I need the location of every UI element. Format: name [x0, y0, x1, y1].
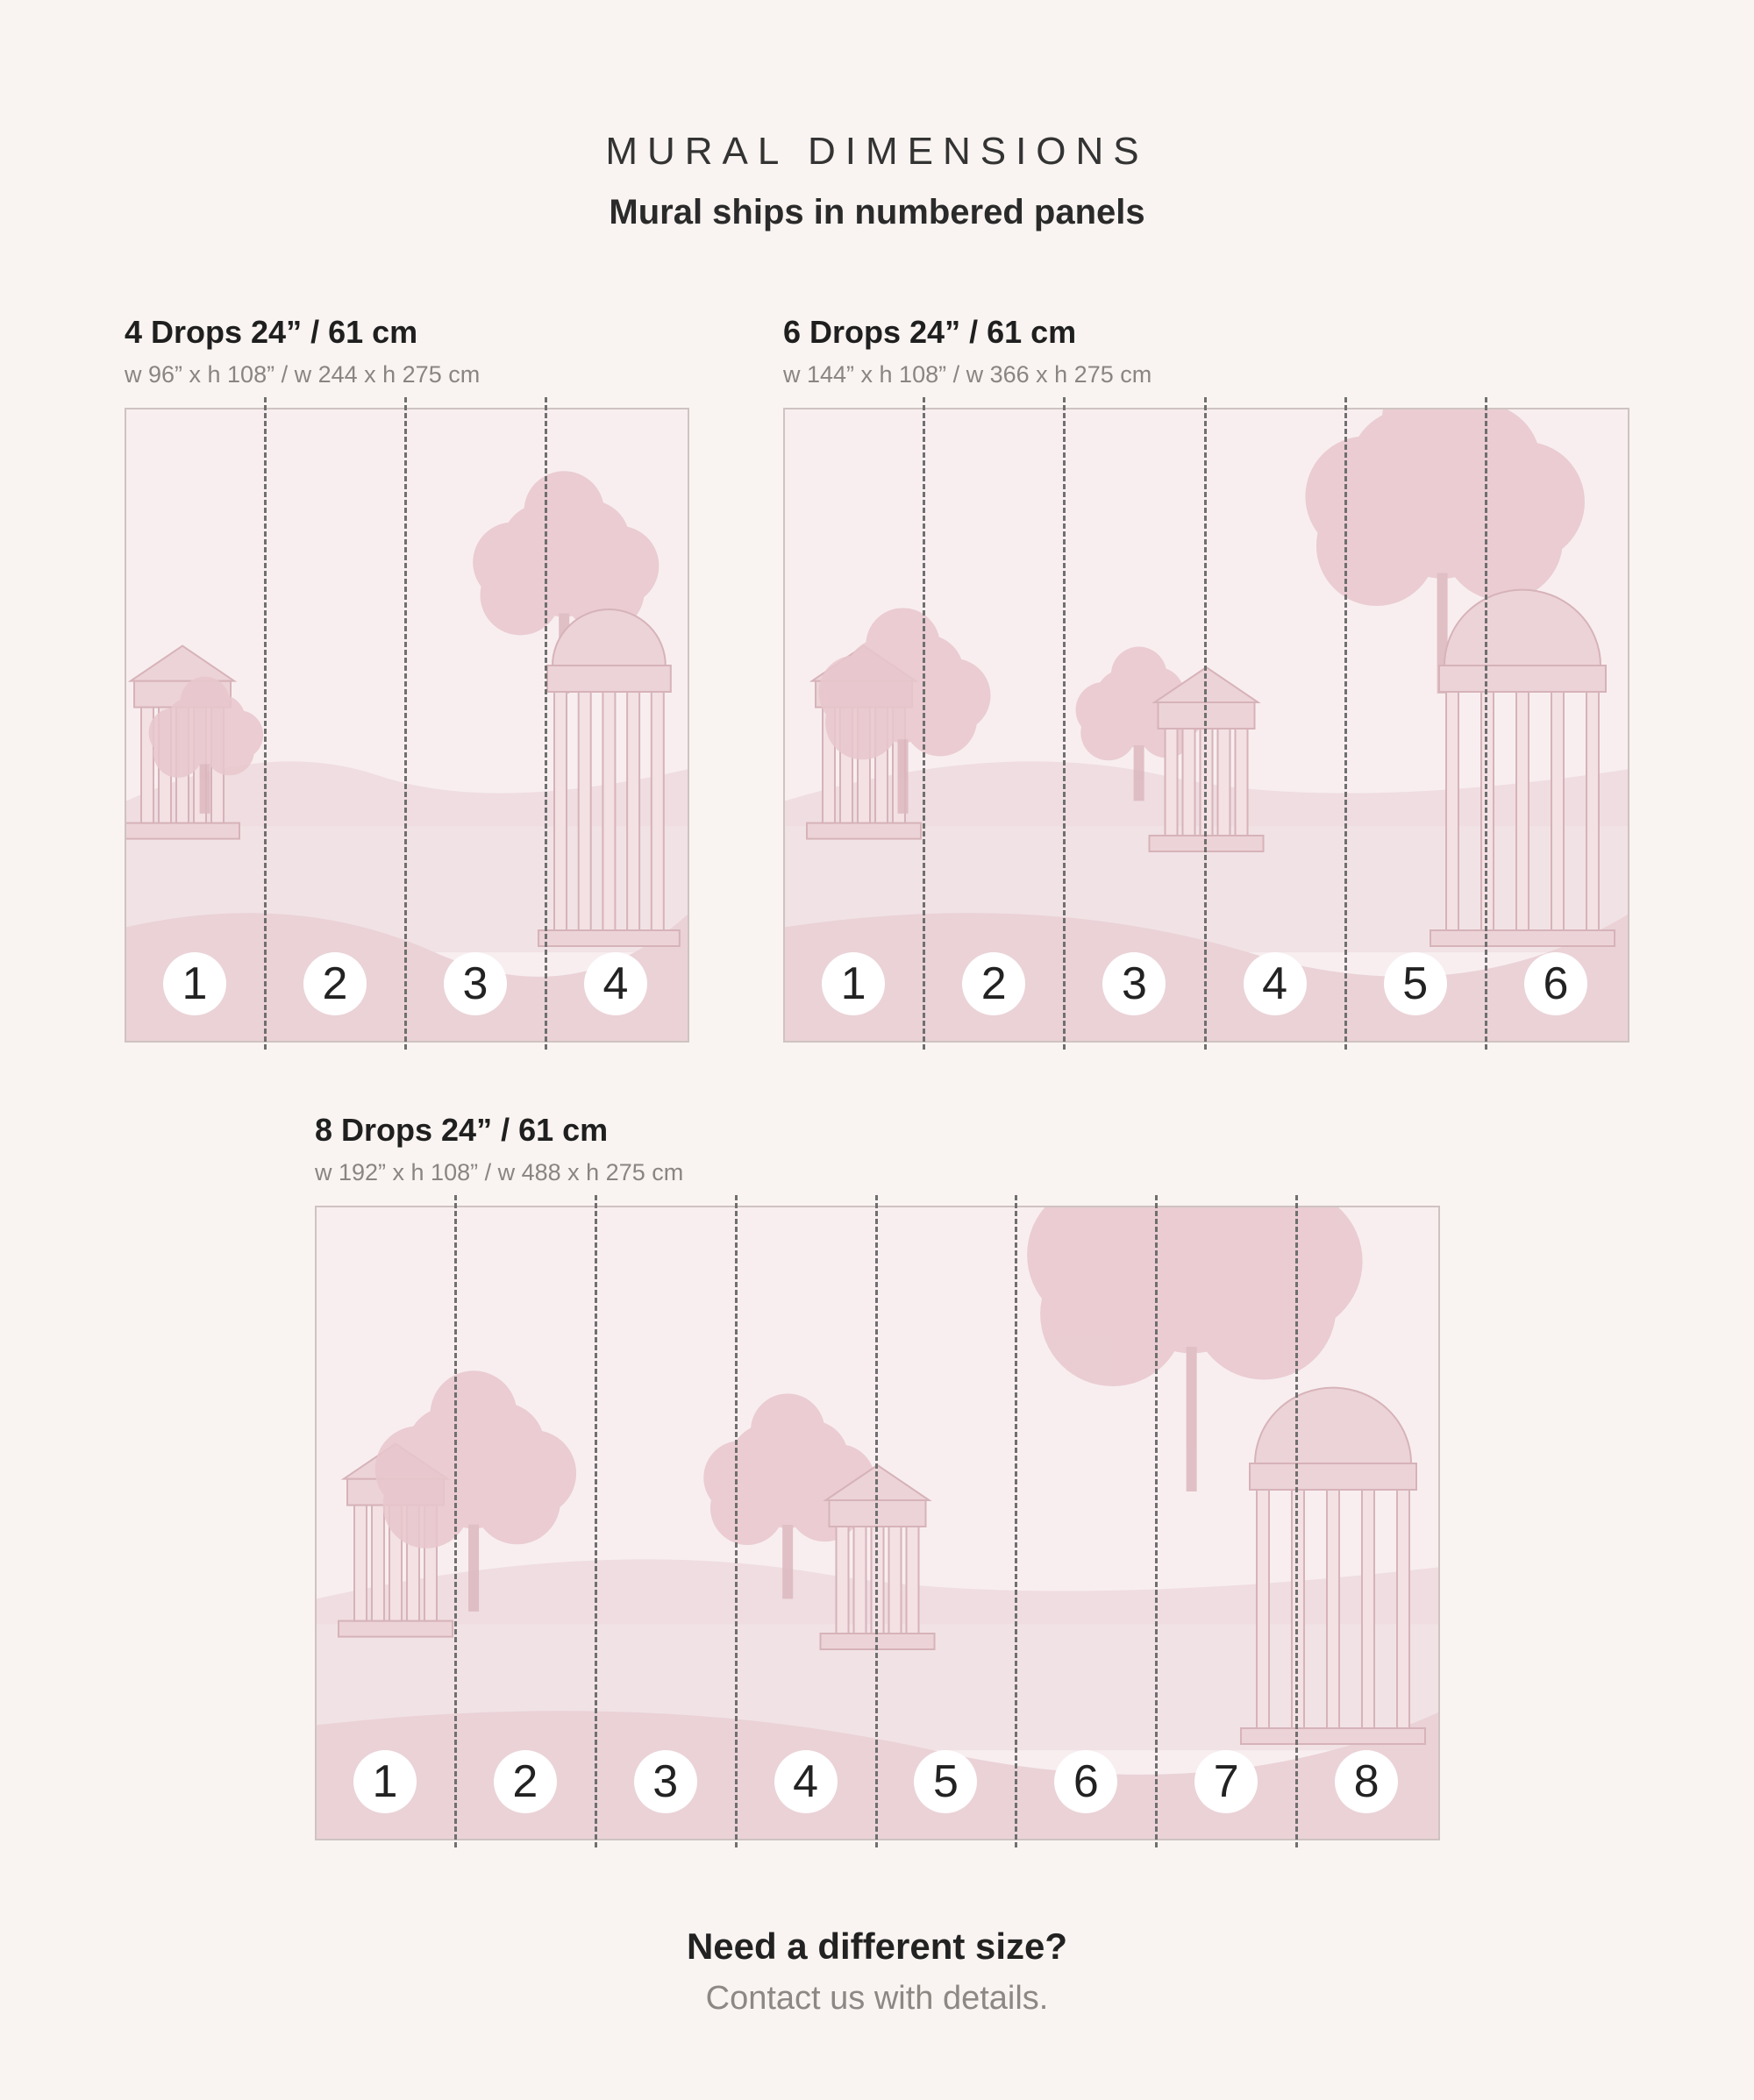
panel-number-badge: 2 — [494, 1750, 557, 1813]
panel-number-badge: 5 — [914, 1750, 977, 1813]
panel-seam — [545, 397, 547, 1050]
footer-contact-link[interactable]: Contact us with details. — [705, 1980, 1049, 2017]
panel-number-badge: 7 — [1194, 1750, 1258, 1813]
mural-artwork — [317, 1207, 1438, 1839]
temple-illustration — [1430, 590, 1615, 946]
panel-seam — [1063, 397, 1066, 1050]
footer-question: Need a different size? — [686, 1926, 1068, 1967]
panel-seam — [404, 397, 407, 1050]
mural-preview-8-drops — [315, 1206, 1440, 1840]
panel-seam — [1204, 397, 1207, 1050]
mural-artwork — [785, 409, 1628, 1041]
option-4-drops-title: 4 Drops 24” / 61 cm — [125, 314, 418, 350]
panel-number-badge: 2 — [962, 952, 1025, 1015]
panel-seam — [595, 1195, 597, 1847]
panel-number-badge: 6 — [1524, 952, 1587, 1015]
temple-illustration — [538, 609, 680, 946]
panel-number-badge: 3 — [634, 1750, 697, 1813]
option-6-drops-dimensions: w 144” x h 108” / w 366 x h 275 cm — [783, 361, 1152, 388]
temple-illustration — [821, 1465, 935, 1649]
panel-seam — [875, 1195, 878, 1847]
panel-seam — [1295, 1195, 1298, 1847]
panel-number-badge: 4 — [1244, 952, 1307, 1015]
temple-illustration — [1241, 1388, 1425, 1744]
mural-preview-6-drops — [783, 408, 1629, 1043]
option-6-drops-title: 6 Drops 24” / 61 cm — [783, 314, 1077, 350]
panel-number-badge: 8 — [1335, 1750, 1398, 1813]
panel-number-badge: 5 — [1384, 952, 1447, 1015]
panel-number-badge: 3 — [444, 952, 507, 1015]
panel-seam — [1155, 1195, 1158, 1847]
panel-number-badge: 6 — [1054, 1750, 1117, 1813]
panel-seam — [1485, 397, 1487, 1050]
option-8-drops-dimensions: w 192” x h 108” / w 488 x h 275 cm — [315, 1159, 684, 1185]
panel-seam — [1015, 1195, 1017, 1847]
panel-seam — [264, 397, 267, 1050]
panel-number-badge: 4 — [774, 1750, 838, 1813]
page-footer — [0, 1926, 1754, 2018]
panel-number-badge: 4 — [584, 952, 647, 1015]
panel-number-badge: 1 — [353, 1750, 417, 1813]
panel-seam — [923, 397, 925, 1050]
mural-artwork — [126, 409, 688, 1041]
option-8-drops-title: 8 Drops 24” / 61 cm — [315, 1112, 609, 1148]
panel-number-badge: 1 — [163, 952, 226, 1015]
mural-preview-4-drops — [125, 408, 689, 1043]
panel-number-badge: 2 — [303, 952, 367, 1015]
panel-seam — [735, 1195, 738, 1847]
page-eyebrow: MURAL DIMENSIONS — [605, 130, 1149, 173]
panel-seam — [454, 1195, 457, 1847]
page-subtitle: Mural ships in numbered panels — [609, 193, 1145, 231]
panel-seam — [1344, 397, 1347, 1050]
panel-number-badge: 3 — [1102, 952, 1166, 1015]
page-header — [0, 130, 1754, 232]
panel-number-badge: 1 — [822, 952, 885, 1015]
temple-illustration — [1150, 667, 1264, 851]
option-4-drops-dimensions: w 96” x h 108” / w 244 x h 275 cm — [125, 361, 481, 388]
